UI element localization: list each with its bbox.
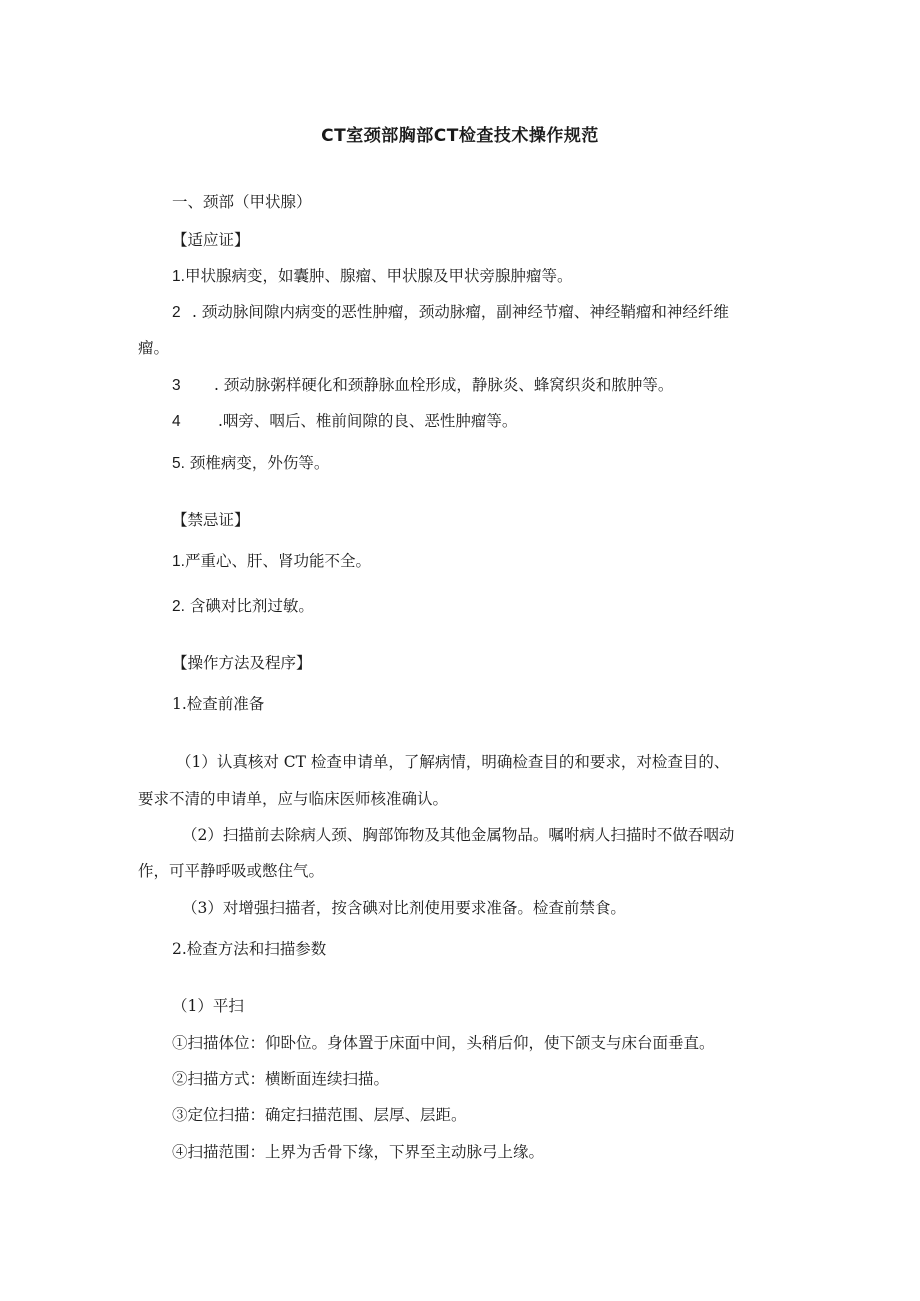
contraindications-heading: 【禁忌证】 (172, 511, 250, 529)
indication-item-2 (172, 302, 729, 323)
item-number: 5. (172, 455, 185, 472)
item-text: 颈椎病变，外伤等。 (184, 454, 330, 472)
item-text: 严重心、肝、肾功能不全。 (184, 552, 371, 570)
section-heading-neck: 一、颈部（甲状腺） (172, 193, 312, 211)
item-text: 含碘对比剂过敏。 (184, 597, 314, 615)
scan-step-3: ③定位扫描：确定扫描范围、层厚、层距。 (172, 1106, 467, 1124)
document-title: CT室颈部胸部CT检查技术操作规范 (321, 126, 599, 146)
item-text: . 颈动脉间隙内病变的恶性肿瘤，颈动脉瘤，副神经节瘤、神经鞘瘤和神经纤维 (192, 303, 729, 321)
prep-paragraph-2-line-1: （2）扫描前去除病人颈、胸部饰物及其他金属物品。嘱咐病人扫描时不做吞咽动 (182, 826, 735, 844)
item-number: 3 (172, 377, 181, 394)
contraindication-item-1 (172, 551, 371, 572)
item-text: .咽旁、咽后、椎前间隙的良、恶性肿瘤等。 (218, 412, 518, 430)
item-number: 1. (172, 268, 185, 285)
indication-item-1 (172, 266, 572, 287)
item-number: 2. (172, 598, 185, 615)
prep-paragraph-3: （3）对增强扫描者，按含碘对比剂使用要求准备。检查前禁食。 (182, 899, 626, 917)
scan-step-2: ②扫描方式：横断面连续扫描。 (172, 1070, 390, 1088)
prep-paragraph-1-line-1: （1）认真核对 CT 检查申请单，了解病情，明确检查目的和要求，对检查目的、 (176, 753, 730, 771)
item-number: 2 (172, 304, 181, 321)
indication-item-2-continuation: 瘤。 (138, 339, 170, 357)
indication-item-5 (172, 453, 329, 474)
plain-scan-heading: （1）平扫 (172, 997, 244, 1015)
item-number: 1. (172, 553, 185, 570)
indication-item-4 (172, 411, 517, 432)
item-text: . 颈动脉粥样硬化和颈静脉血栓形成，静脉炎、蜂窝织炎和脓肿等。 (214, 376, 674, 394)
prep-paragraph-1-line-2: 要求不清的申请单，应与临床医师核准确认。 (138, 790, 449, 808)
item-text: 甲状腺病变，如囊肿、腺瘤、甲状腺及甲状旁腺肿瘤等。 (184, 267, 573, 285)
prep-paragraph-2-line-2: 作，可平静呼吸或憋住气。 (138, 862, 325, 880)
item-number: 4 (172, 413, 181, 430)
indications-heading: 【适应证】 (172, 231, 250, 249)
prep-heading: 1.检查前准备 (172, 695, 265, 713)
method-heading: 2.检查方法和扫描参数 (172, 940, 327, 958)
contraindication-item-2 (172, 596, 314, 617)
indication-item-3 (172, 375, 673, 396)
scan-step-4: ④扫描范围：上界为舌骨下缘，下界至主动脉弓上缘。 (172, 1143, 545, 1161)
procedure-heading: 【操作方法及程序】 (172, 654, 312, 672)
scan-step-1: ①扫描体位：仰卧位。身体置于床面中间，头稍后仰，使下颌支与床台面垂直。 (172, 1034, 715, 1052)
